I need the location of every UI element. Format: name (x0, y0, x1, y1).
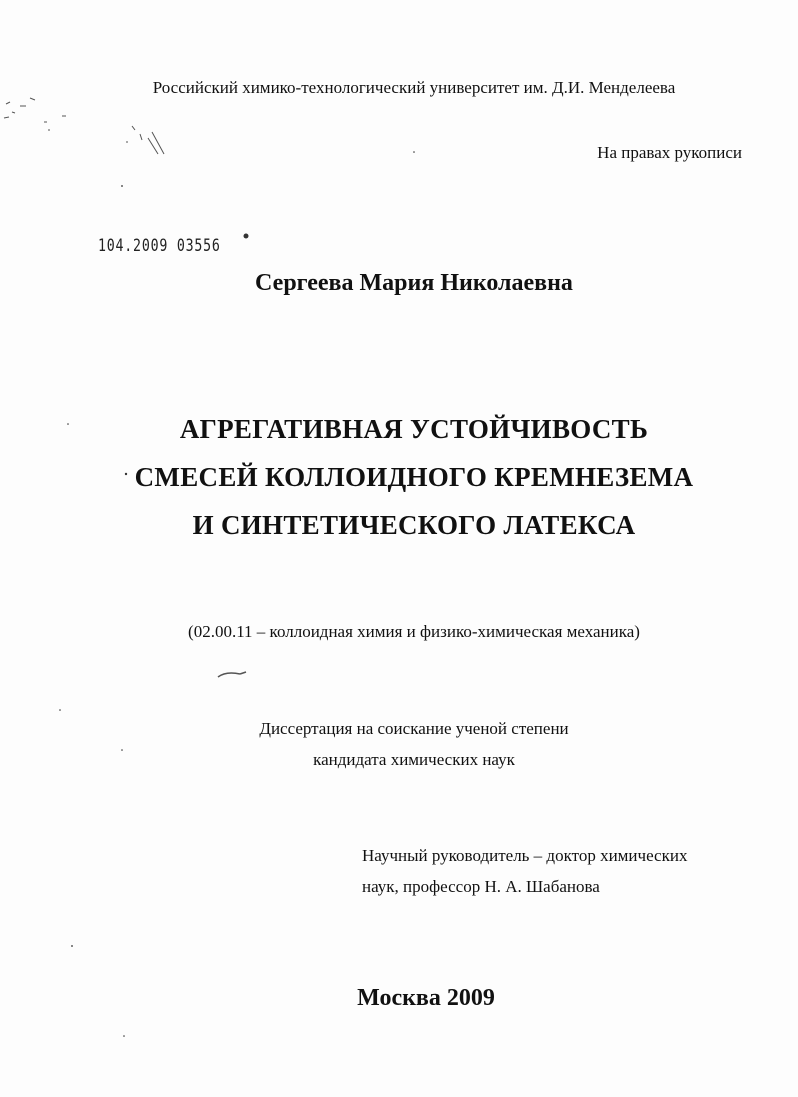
advisor-line-2: наук, профессор Н. А. Шабанова (362, 877, 600, 896)
university-name: Российский химико-технологический университет им. Д.И. Менделеева (152, 78, 676, 97)
title-line-2: СМЕСЕЙ КОЛЛОИДНОГО КРЕМНЕЗЕМА (134, 462, 694, 492)
title-line-1: АГРЕГАТИВНАЯ УСТОЙЧИВОСТЬ (179, 414, 649, 444)
title-line-3: И СИНТЕТИЧЕСКОГО ЛАТЕКСА (192, 510, 636, 540)
degree-line-2: кандидата химических наук (313, 750, 515, 769)
library-stamp-code: 104.2009 03556 (98, 236, 221, 256)
degree-line-1: Диссертация на соискание ученой степени (259, 719, 569, 738)
specialty-code: (02.00.11 – коллоидная химия и физико-химическая механика) (188, 622, 640, 641)
city-year: Москва 2009 (357, 985, 495, 1011)
manuscript-note: На правах рукописи (597, 143, 742, 162)
author-name: Сергеева Мария Николаевна (255, 270, 573, 296)
advisor-line-1: Научный руководитель – доктор химических (362, 846, 688, 865)
